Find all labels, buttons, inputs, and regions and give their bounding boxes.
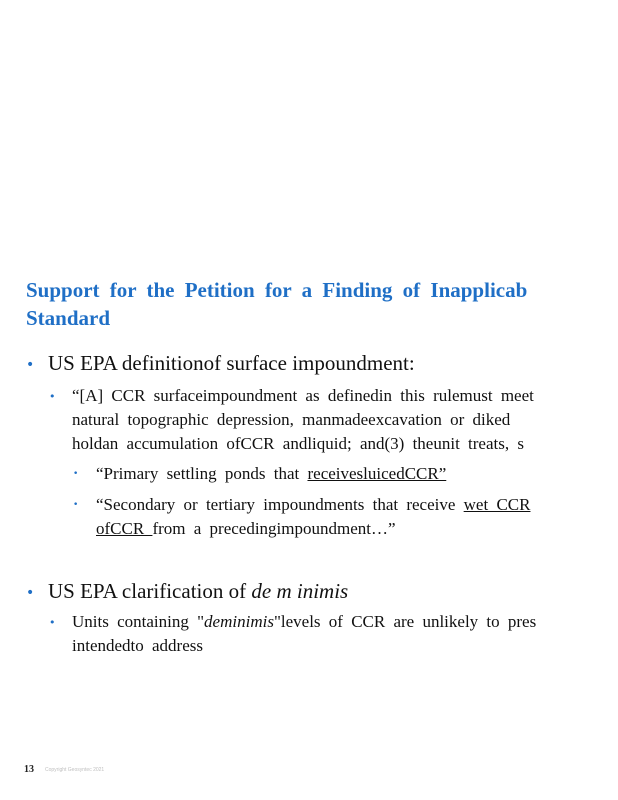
- primary-ponds-underlined: receivesluicedCCR”: [307, 464, 447, 483]
- slide-title-line-1: Support for the Petition for a Finding of Inapplicab: [26, 278, 528, 302]
- slide-title-line-2: Standard: [26, 306, 111, 330]
- primary-ponds-text: “Primary settling ponds that: [96, 464, 308, 483]
- secondary-ponds-line2-underlined: ofCCR: [96, 519, 153, 538]
- bullet-dot-icon: •: [73, 469, 79, 479]
- deminimis-line-1: [72, 610, 618, 634]
- page-number: 13: [24, 764, 34, 775]
- bullet-dot-icon: •: [73, 500, 79, 510]
- copyright-notice: Copyright Geosyntec 2021: [45, 767, 105, 773]
- section-1-heading: US EPA definitionof surface impoundment:: [48, 351, 415, 375]
- deminimis-italic: deminimis: [204, 612, 274, 631]
- bullet-dot-icon: •: [26, 585, 35, 601]
- section-2-heading-text: US EPA clarification of: [48, 579, 252, 603]
- deminimis-text-b: "levels of CCR are unlikely to pres: [273, 612, 537, 631]
- secondary-ponds-text: “Secondary or tertiary impoundments that receive: [96, 495, 464, 514]
- bullet-dot-icon: •: [49, 616, 56, 629]
- bullet-dot-icon: •: [49, 390, 56, 403]
- section-2-heading-italic: de m inimis: [251, 579, 349, 603]
- primary-ponds-item: [96, 462, 618, 486]
- secondary-ponds-underlined: wet CCR: [463, 495, 531, 514]
- bullet-dot-icon: •: [26, 357, 35, 373]
- secondary-ponds-line2-text: from a precedingimpoundment…”: [152, 519, 396, 538]
- secondary-ponds-line-2: [96, 517, 618, 541]
- secondary-ponds-line-1: [96, 493, 618, 517]
- deminimis-text-a: Units containing ": [72, 612, 205, 631]
- definition-line-2: natural topographic depression, manmadeexcavation or diked: [72, 410, 511, 429]
- deminimis-line-2: intendedto address: [72, 636, 203, 655]
- definition-line-1: “[A] CCR surfaceimpoundment as definedin this rulemust meet: [72, 386, 534, 405]
- definition-line-3: holdan accumulation ofCCR andliquid; and(3) theunit treats, s: [72, 434, 524, 453]
- section-2-heading: [48, 578, 618, 604]
